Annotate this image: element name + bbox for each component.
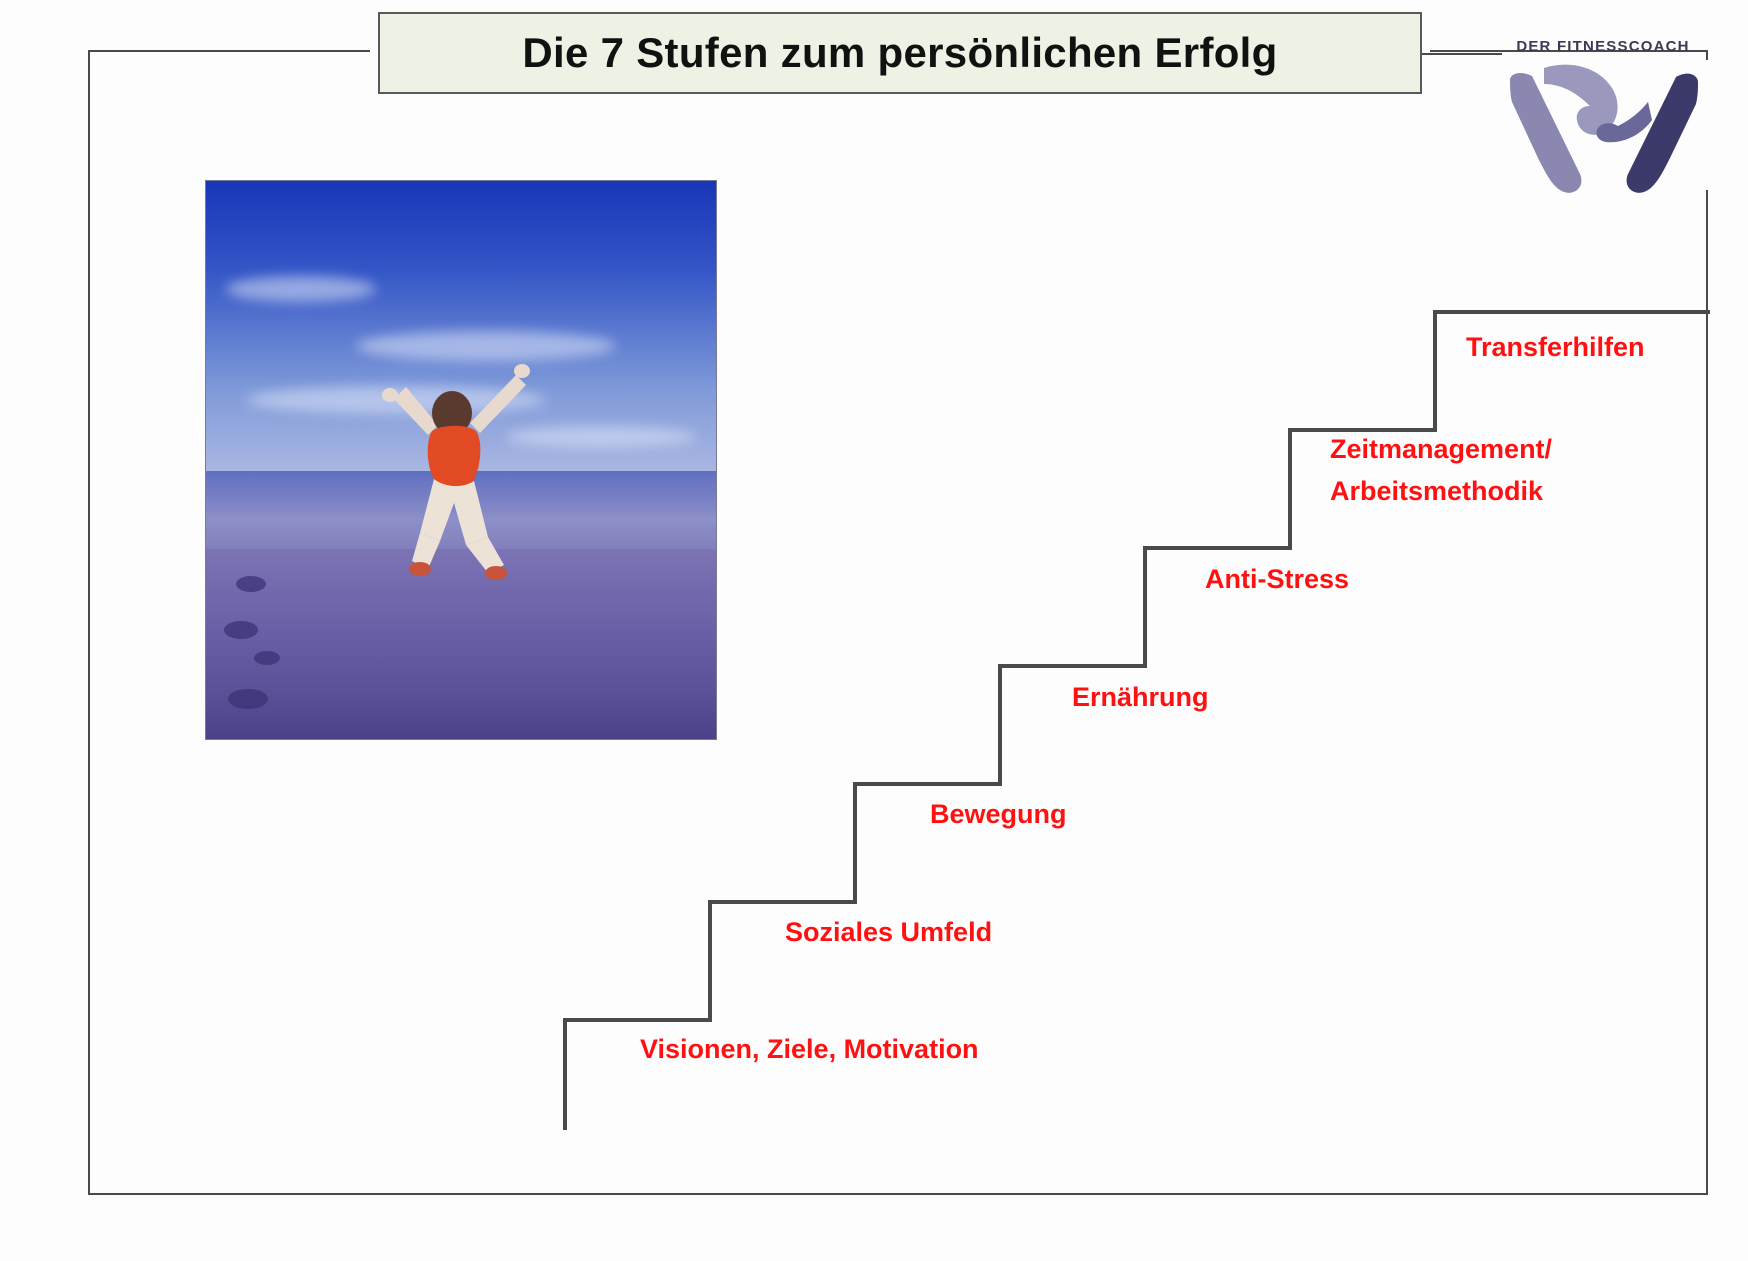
page-title: Die 7 Stufen zum persönlichen Erfolg: [522, 29, 1278, 76]
step-label-bewegung: Bewegung: [930, 799, 1067, 829]
photo-footprint: [228, 689, 268, 709]
photo-cloud: [226, 276, 376, 302]
v-swoosh-logo-icon: [1502, 62, 1707, 202]
brand-caption: DER FITNESSCOACH: [1516, 38, 1690, 55]
photo-footprint: [224, 621, 258, 639]
title-box: [378, 12, 1422, 94]
step-label-visionen: Visionen, Ziele, Motivation: [640, 1034, 979, 1064]
brand-logo: [1492, 30, 1714, 212]
photo-footprint: [254, 651, 280, 665]
step-label-soziales-umfeld: Soziales Umfeld: [785, 917, 993, 947]
step-label-anti-stress: Anti-Stress: [1205, 564, 1350, 594]
step-label-transferhilfen: Transferhilfen: [1466, 332, 1645, 362]
title-logo-connector-line: [1422, 53, 1502, 55]
photo-footprint: [236, 576, 266, 592]
step-label-ernaehrung: Ernährung: [1072, 682, 1209, 712]
step-label-zeitmanagement-line1: Zeitmanagement/: [1330, 434, 1553, 464]
jumping-person-figure: [366, 351, 556, 581]
step-label-zeitmanagement-line2: Arbeitsmethodik: [1330, 476, 1544, 506]
